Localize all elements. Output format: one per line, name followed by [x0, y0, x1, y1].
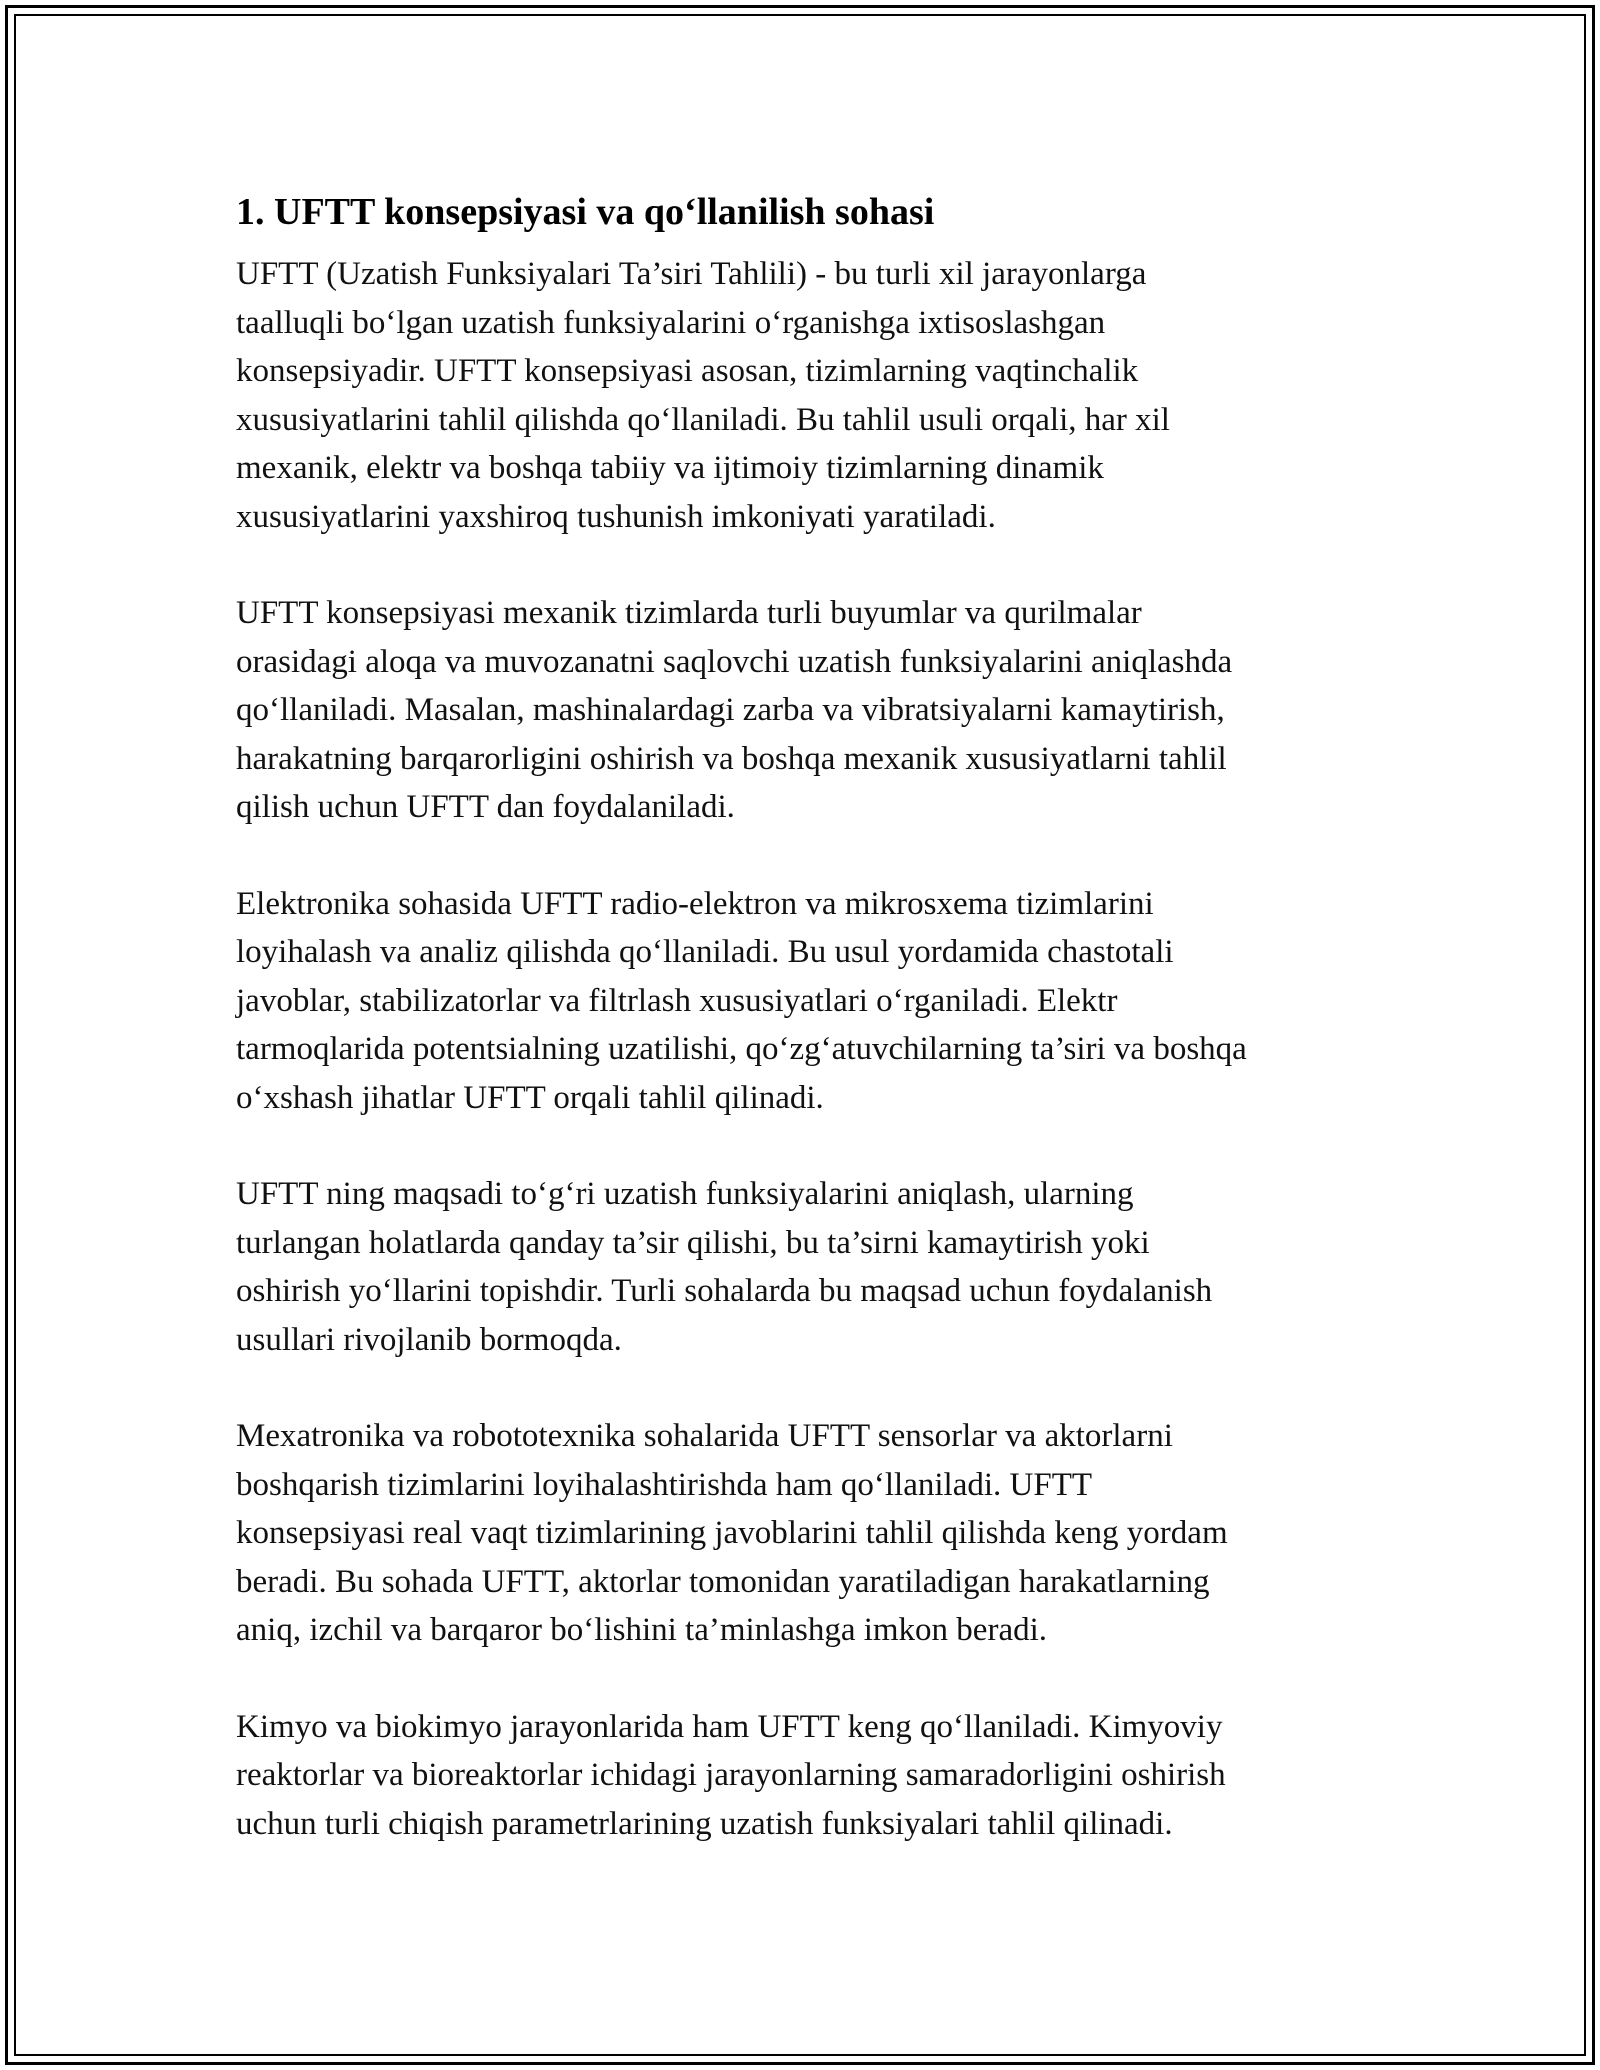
section-heading: 1. UFTT konsepsiyasi va qo‘llanilish sohasi [236, 191, 935, 233]
paragraph-intro: UFTT (Uzatish Funksiyalari Ta’siri Tahlili) - bu turli xil jarayonlarga taalluqli bo‘lgan uzatish funksiyalarini o‘rganishga ixtisoslashgan konsepsiyadir. UFTT konsepsiyasi asosan, tizimlarning vaqtinchalik xususiyatlarini tahlil qilishda qo‘llaniladi. Bu tahlil usuli orqali, har xil mexanik, elektr va boshqa tabiiy va ijtimoiy tizimlarning dinamik xususiyatlarini yaxshiroq tushunish imkoniyati yaratiladi. [236, 256, 1170, 535]
document-body [236, 190, 1376, 1896]
paragraph-mechanical-systems: UFTT konsepsiyasi mexanik tizimlarda turli buyumlar va qurilmalar orasidagi aloqa va muvozanatni saqlovchi uzatish funksiyalarini aniqlashda qo‘llaniladi. Masalan, mashinalardagi zarba va vibratsiyalarni kamaytirish, harakatning barqarorligini oshirish va boshqa mexanik xususiyatlarni tahlil qilish uchun UFTT dan foydalaniladi. [236, 595, 1233, 825]
paragraph-electronics: Elektronika sohasida UFTT radio-elektron va mikrosxema tizimlarini loyihalash va analiz qilishda qo‘llaniladi. Bu usul yordamida chastotali javoblar, stabilizatorlar va filtrlash xususiyatlari o‘rganiladi. Elektr tarmoqlarida potentsialning uzatilishi, qo‘zg‘atuvchilarning ta’siri va boshqa o‘xshash jihatlar UFTT orqali tahlil qilinadi. [236, 885, 1247, 1116]
paragraph-chemistry-biochemistry: Kimyo va biokimyo jarayonlarida ham UFTT keng qo‘llaniladi. Kimyoviy reaktorlar va bioreaktorlar ichidagi jarayonlarning samaradorligini oshirish uchun turli chiqish parametrlarining uzatish funksiyalari tahlil qilinadi. [236, 1708, 1226, 1842]
paragraph-purpose: UFTT ning maqsadi to‘g‘ri uzatish funksiyalarini aniqlash, ularning turlangan holatlarda qanday ta’sir qilishi, bu ta’sirni kamaytirish yoki oshirish yo‘llarini topishdir. Turli sohalarda bu maqsad uchun foydalanish usullari rivojlanib bormoqda. [236, 1176, 1213, 1358]
paragraph-mechatronics-robotics: Mexatronika va robototexnika sohalarida UFTT sensorlar va aktorlarni boshqarish tizimlarini loyihalashtirishda ham qo‘llaniladi. UFTT konsepsiyasi real vaqt tizimlarining javoblarini tahlil qilishda keng yordam beradi. Bu sohada UFTT, aktorlar tomonidan yaratiladigan harakatlarning aniq, izchil va barqaror bo‘lishini ta’minlashga imkon beradi. [236, 1418, 1228, 1648]
